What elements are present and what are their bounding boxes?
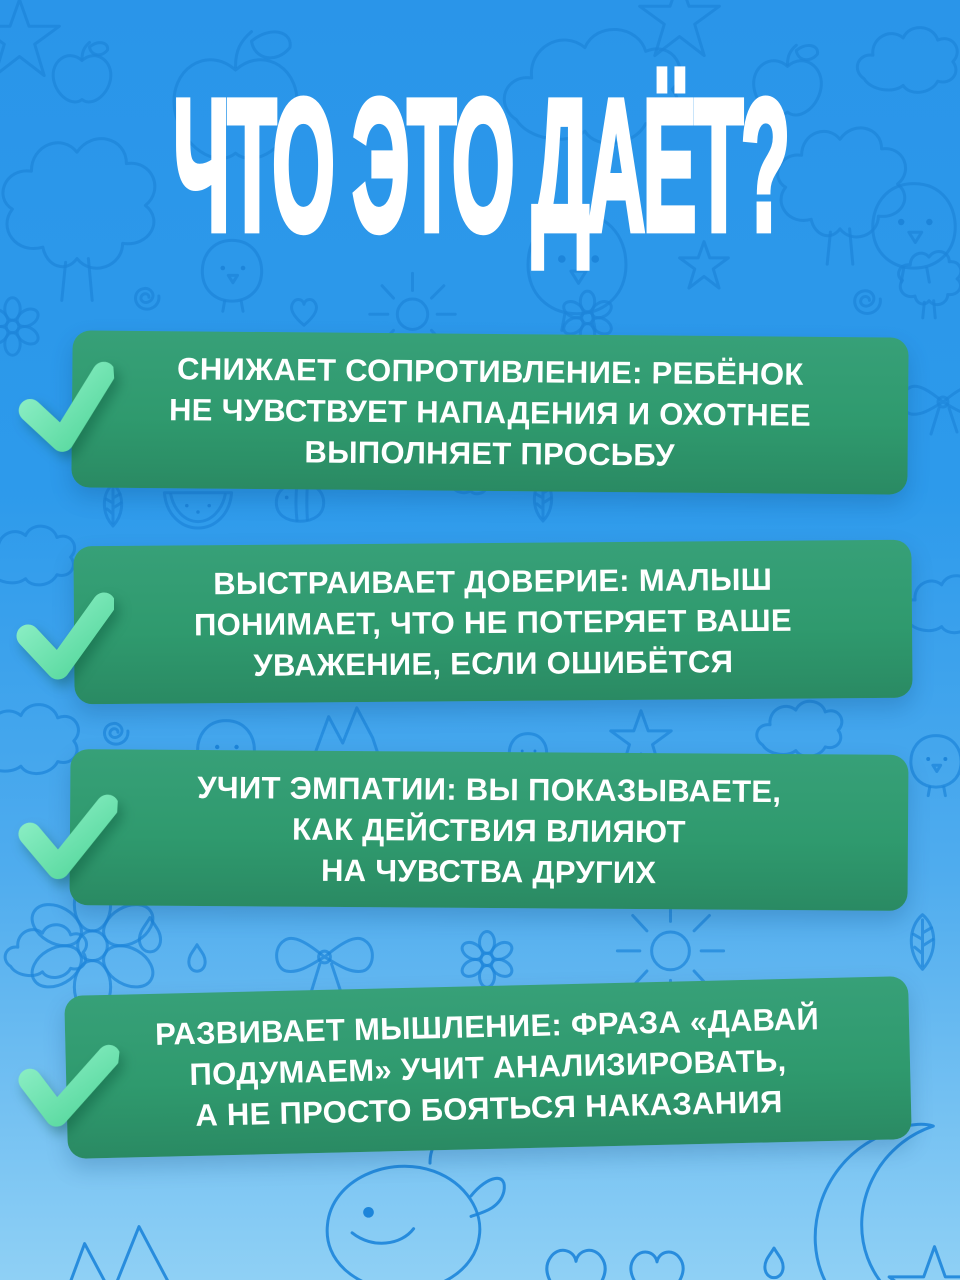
benefit-card-4-line-1: РАЗВИВАЕТ МЫШЛЕНИЕ: ФРАЗА «ДАВАЙ — [154, 1001, 820, 1052]
check-icon — [13, 353, 120, 460]
check-icon — [14, 584, 114, 684]
tree-doodle-icon — [778, 128, 906, 264]
whale-doodle-icon — [327, 1137, 504, 1280]
flower-doodle-icon — [459, 932, 515, 988]
benefit-card-4-line-2: ПОДУМАЕМ» УЧИТ АНАЛИЗИРОВАТЬ, — [189, 1042, 787, 1093]
benefit-card-3-line-1: УЧИТ ЭМПАТИИ: ВЫ ПОКАЗЫВАЕТЕ, — [197, 769, 782, 809]
bird-doodle-icon — [528, 213, 626, 330]
benefit-card-1-line-1: СНИЖАЕТ СОПРОТИВЛЕНИЕ: РЕБЁНОК — [176, 351, 804, 392]
cloud-doodle-icon — [0, 526, 75, 585]
moon-doodle-icon — [815, 1124, 943, 1280]
benefit-card-3-line-3: НА ЧУВСТВА ДРУГИХ — [320, 852, 657, 890]
apple-doodle-icon — [53, 43, 111, 102]
star-doodle-icon — [889, 1247, 960, 1280]
star-doodle-icon — [680, 242, 729, 288]
heart-doodle-icon — [631, 1252, 683, 1280]
cloud-doodle-icon — [857, 28, 957, 93]
bow-doodle-icon — [277, 938, 373, 994]
benefit-card-2 — [73, 540, 912, 705]
benefit-card-1 — [71, 330, 908, 494]
cloud-doodle-icon — [757, 701, 842, 756]
apple-doodle-icon — [174, 32, 297, 159]
tree-doodle-icon — [3, 139, 155, 301]
benefit-card-3-line-2: КАК ДЕЙСТВИЯ ВЛИЯЮТ — [291, 811, 686, 849]
star-doodle-icon — [0, 0, 59, 76]
heart-doodle-icon — [291, 300, 316, 326]
bird-doodle-icon — [202, 240, 261, 311]
zigzag-doodle-icon — [51, 1227, 187, 1280]
heart-doodle-icon — [547, 1250, 605, 1280]
leaf-doodle-icon — [911, 915, 933, 970]
benefit-card-1-line-2: НЕ ЧУВСТВУЕТ НАПАДЕНИЯ И ОХОТНЕЕ — [168, 392, 812, 433]
check-icon — [13, 781, 118, 886]
apple-doodle-icon — [754, 45, 822, 115]
benefit-card-2-line-3: УВАЖЕНИЕ, ЕСЛИ ОШИБЁТСЯ — [253, 643, 734, 683]
bow-doodle-icon — [902, 386, 960, 434]
watermelon-doodle-icon — [164, 493, 231, 528]
page-title: ЧТО ЭТО ДАЁТ? — [172, 59, 788, 271]
benefit-card-2-line-2: ПОНИМАЕТ, ЧТО НЕ ПОТЕРЯЕТ ВАШЕ — [193, 602, 793, 642]
bird-doodle-icon — [873, 184, 955, 283]
flower-doodle-icon — [0, 298, 41, 355]
benefit-card-4 — [64, 976, 912, 1159]
cloud-doodle-icon — [504, 29, 680, 143]
benefit-card-3 — [69, 749, 908, 911]
benefit-card-2-line-1: ВЫСТРАИВАЕТ ДОВЕРИЕ: МАЛЫШ — [213, 561, 773, 601]
cloud-doodle-icon — [0, 705, 78, 774]
raindrop-doodle-icon — [189, 945, 205, 972]
raindrop-doodle-icon — [765, 1248, 783, 1278]
benefit-card-4-line-3: А НЕ ПРОСТО БОЯТЬСЯ НАКАЗАНИЯ — [194, 1084, 783, 1133]
spiral-doodle-icon — [135, 288, 158, 309]
leaf-doodle-icon — [104, 484, 121, 526]
bird-doodle-icon — [911, 736, 960, 796]
check-icon — [11, 1027, 121, 1137]
tree-doodle-icon — [899, 251, 960, 317]
spiral-doodle-icon — [104, 723, 127, 744]
benefit-card-1-line-3: ВЫПОЛНЯЕТ ПРОСЬБУ — [304, 434, 675, 473]
star-doodle-icon — [640, 0, 720, 56]
spiral-doodle-icon — [855, 291, 881, 314]
raindrop-doodle-icon — [139, 918, 160, 952]
